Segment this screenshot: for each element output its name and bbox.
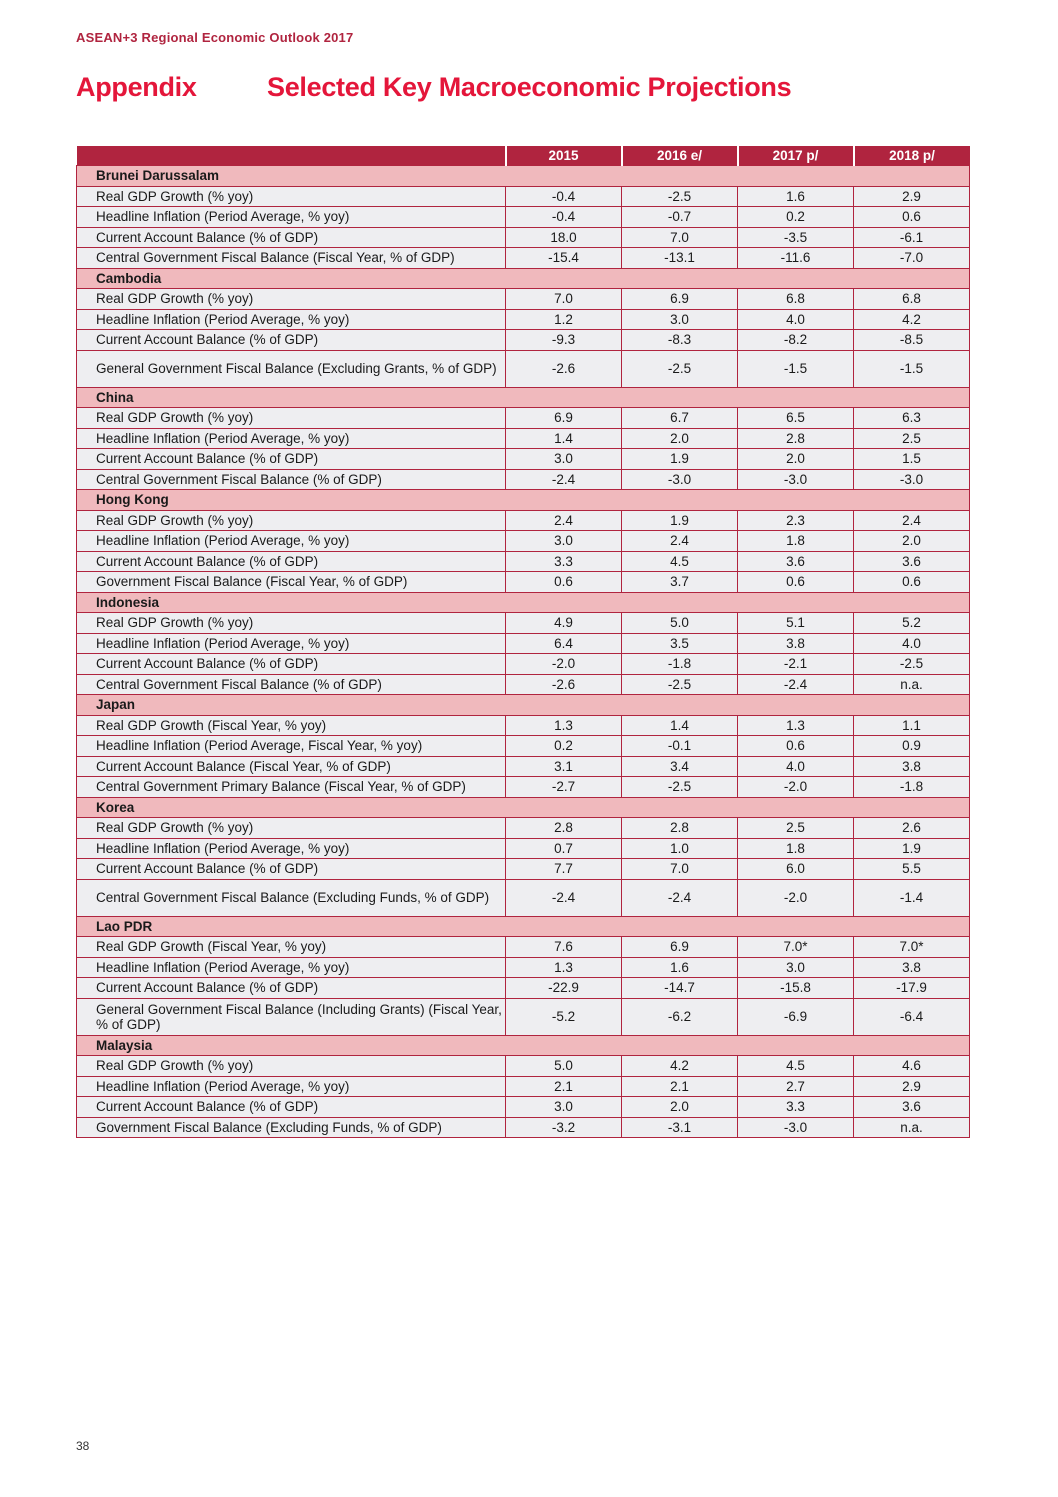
- country-row: [77, 1035, 970, 1056]
- table-body: [77, 166, 970, 1138]
- value-cell: 3.0: [506, 1097, 622, 1118]
- value-cell: -6.4: [854, 998, 970, 1035]
- indicator-label: Current Account Balance (% of GDP): [77, 1097, 506, 1118]
- value-cell: -8.2: [738, 330, 854, 351]
- value-cell: 1.9: [622, 510, 738, 531]
- value-cell: -2.4: [738, 674, 854, 695]
- value-cell: 1.2: [506, 309, 622, 330]
- value-cell: 3.5: [622, 633, 738, 654]
- table-row: [77, 1076, 970, 1097]
- country-row: [77, 387, 970, 408]
- value-cell: 3.3: [738, 1097, 854, 1118]
- value-cell: 4.5: [622, 551, 738, 572]
- table-row: [77, 207, 970, 228]
- value-cell: 3.8: [738, 633, 854, 654]
- column-header: [77, 146, 506, 166]
- value-cell: 3.0: [738, 957, 854, 978]
- country-row: [77, 695, 970, 716]
- country-name: China: [77, 387, 970, 408]
- value-cell: 2.8: [622, 818, 738, 839]
- value-cell: 4.9: [506, 613, 622, 634]
- value-cell: 0.6: [738, 572, 854, 593]
- indicator-label: Current Account Balance (% of GDP): [77, 227, 506, 248]
- value-cell: 4.0: [738, 756, 854, 777]
- value-cell: 6.8: [738, 289, 854, 310]
- table-row: [77, 859, 970, 880]
- table-row: [77, 572, 970, 593]
- indicator-label: Headline Inflation (Period Average, % yoy): [77, 838, 506, 859]
- value-cell: 1.9: [622, 449, 738, 470]
- value-cell: -15.8: [738, 978, 854, 999]
- country-row: [77, 592, 970, 613]
- table-row: [77, 408, 970, 429]
- indicator-label: Real GDP Growth (Fiscal Year, % yoy): [77, 715, 506, 736]
- value-cell: 7.0: [622, 227, 738, 248]
- value-cell: -2.5: [622, 674, 738, 695]
- value-cell: -1.4: [854, 879, 970, 916]
- value-cell: -2.6: [506, 350, 622, 387]
- value-cell: 7.0*: [738, 937, 854, 958]
- value-cell: 2.4: [506, 510, 622, 531]
- value-cell: 0.7: [506, 838, 622, 859]
- value-cell: 1.3: [506, 715, 622, 736]
- value-cell: -2.5: [854, 654, 970, 675]
- table-row: [77, 510, 970, 531]
- value-cell: 2.8: [738, 428, 854, 449]
- table-row: [77, 551, 970, 572]
- country-name: Malaysia: [77, 1035, 970, 1056]
- title-appendix: Appendix: [76, 72, 197, 102]
- value-cell: 2.1: [506, 1076, 622, 1097]
- value-cell: 3.6: [854, 551, 970, 572]
- value-cell: -2.0: [738, 777, 854, 798]
- indicator-label: Central Government Fiscal Balance (% of GDP): [77, 469, 506, 490]
- value-cell: 2.0: [622, 1097, 738, 1118]
- value-cell: -2.4: [622, 879, 738, 916]
- indicator-label: Headline Inflation (Period Average, % yoy): [77, 1076, 506, 1097]
- value-cell: -3.5: [738, 227, 854, 248]
- value-cell: -2.1: [738, 654, 854, 675]
- country-name: Japan: [77, 695, 970, 716]
- country-row: [77, 797, 970, 818]
- value-cell: 0.2: [738, 207, 854, 228]
- indicator-label: Current Account Balance (% of GDP): [77, 330, 506, 351]
- column-header: 2017 p/: [738, 146, 854, 166]
- value-cell: -1.5: [854, 350, 970, 387]
- table-row: [77, 715, 970, 736]
- indicator-label: Headline Inflation (Period Average, Fiscal Year, % yoy): [77, 736, 506, 757]
- value-cell: 2.5: [854, 428, 970, 449]
- value-cell: -3.0: [854, 469, 970, 490]
- table-row: [77, 736, 970, 757]
- running-head: ASEAN+3 Regional Economic Outlook 2017: [76, 30, 354, 45]
- country-row: [77, 166, 970, 187]
- value-cell: 1.9: [854, 838, 970, 859]
- value-cell: 7.0: [506, 289, 622, 310]
- value-cell: -2.7: [506, 777, 622, 798]
- value-cell: -22.9: [506, 978, 622, 999]
- table-row: [77, 978, 970, 999]
- value-cell: 3.0: [622, 309, 738, 330]
- value-cell: 4.0: [854, 633, 970, 654]
- page-number: 38: [76, 1439, 90, 1453]
- column-header: 2016 e/: [622, 146, 738, 166]
- indicator-label: Headline Inflation (Period Average, % yoy): [77, 428, 506, 449]
- value-cell: -2.4: [506, 879, 622, 916]
- value-cell: 2.9: [854, 186, 970, 207]
- value-cell: -6.9: [738, 998, 854, 1035]
- value-cell: 2.4: [622, 531, 738, 552]
- value-cell: 3.6: [738, 551, 854, 572]
- value-cell: 5.2: [854, 613, 970, 634]
- indicator-label: Headline Inflation (Period Average, % yoy): [77, 957, 506, 978]
- table-row: [77, 1097, 970, 1118]
- value-cell: 1.3: [738, 715, 854, 736]
- country-row: [77, 268, 970, 289]
- value-cell: 1.0: [622, 838, 738, 859]
- table-row: [77, 838, 970, 859]
- value-cell: 3.3: [506, 551, 622, 572]
- value-cell: 2.0: [622, 428, 738, 449]
- value-cell: 2.3: [738, 510, 854, 531]
- indicator-label: Central Government Fiscal Balance (% of GDP): [77, 674, 506, 695]
- value-cell: 3.8: [854, 957, 970, 978]
- value-cell: 0.6: [854, 572, 970, 593]
- value-cell: 6.9: [622, 937, 738, 958]
- indicator-label: Real GDP Growth (% yoy): [77, 613, 506, 634]
- value-cell: 4.2: [854, 309, 970, 330]
- value-cell: -2.5: [622, 350, 738, 387]
- value-cell: -2.4: [506, 469, 622, 490]
- value-cell: 2.9: [854, 1076, 970, 1097]
- value-cell: 2.5: [738, 818, 854, 839]
- country-name: Indonesia: [77, 592, 970, 613]
- table-row: [77, 879, 970, 916]
- value-cell: 2.6: [854, 818, 970, 839]
- indicator-label: Central Government Primary Balance (Fiscal Year, % of GDP): [77, 777, 506, 798]
- table-row: [77, 756, 970, 777]
- value-cell: -1.5: [738, 350, 854, 387]
- value-cell: -3.2: [506, 1117, 622, 1138]
- value-cell: 2.4: [854, 510, 970, 531]
- table-row: [77, 350, 970, 387]
- table-row: [77, 957, 970, 978]
- value-cell: 3.4: [622, 756, 738, 777]
- value-cell: -15.4: [506, 248, 622, 269]
- value-cell: 1.6: [622, 957, 738, 978]
- indicator-label: Real GDP Growth (% yoy): [77, 818, 506, 839]
- value-cell: -1.8: [854, 777, 970, 798]
- value-cell: 1.6: [738, 186, 854, 207]
- table-row: [77, 998, 970, 1035]
- value-cell: 6.9: [622, 289, 738, 310]
- indicator-label: Current Account Balance (% of GDP): [77, 859, 506, 880]
- table-row: [77, 633, 970, 654]
- value-cell: -2.6: [506, 674, 622, 695]
- value-cell: -7.0: [854, 248, 970, 269]
- table-row: [77, 818, 970, 839]
- indicator-label: Headline Inflation (Period Average, % yoy): [77, 633, 506, 654]
- value-cell: 5.1: [738, 613, 854, 634]
- value-cell: 5.0: [622, 613, 738, 634]
- table-row: [77, 1056, 970, 1077]
- indicator-label: Headline Inflation (Period Average, % yoy): [77, 531, 506, 552]
- country-name: Lao PDR: [77, 916, 970, 937]
- value-cell: 3.6: [854, 1097, 970, 1118]
- value-cell: -0.7: [622, 207, 738, 228]
- value-cell: 6.5: [738, 408, 854, 429]
- indicator-label: Government Fiscal Balance (Excluding Funds, % of GDP): [77, 1117, 506, 1138]
- column-header: 2018 p/: [854, 146, 970, 166]
- value-cell: 1.4: [506, 428, 622, 449]
- indicator-label: Government Fiscal Balance (Fiscal Year, % of GDP): [77, 572, 506, 593]
- indicator-label: General Government Fiscal Balance (Including Grants) (Fiscal Year, % of GDP): [77, 998, 506, 1035]
- value-cell: 6.9: [506, 408, 622, 429]
- value-cell: 2.8: [506, 818, 622, 839]
- value-cell: n.a.: [854, 1117, 970, 1138]
- value-cell: 6.0: [738, 859, 854, 880]
- table-row: [77, 1117, 970, 1138]
- indicator-label: Current Account Balance (% of GDP): [77, 551, 506, 572]
- table-row: [77, 330, 970, 351]
- value-cell: 3.0: [506, 449, 622, 470]
- value-cell: 4.2: [622, 1056, 738, 1077]
- indicator-label: Headline Inflation (Period Average, % yoy): [77, 207, 506, 228]
- value-cell: 3.1: [506, 756, 622, 777]
- value-cell: 6.7: [622, 408, 738, 429]
- country-row: [77, 916, 970, 937]
- value-cell: n.a.: [854, 674, 970, 695]
- value-cell: -8.5: [854, 330, 970, 351]
- table-row: [77, 613, 970, 634]
- value-cell: 2.0: [854, 531, 970, 552]
- country-name: Brunei Darussalam: [77, 166, 970, 187]
- indicator-label: Current Account Balance (Fiscal Year, % of GDP): [77, 756, 506, 777]
- value-cell: 3.0: [506, 531, 622, 552]
- value-cell: -2.0: [506, 654, 622, 675]
- value-cell: -14.7: [622, 978, 738, 999]
- value-cell: 0.6: [738, 736, 854, 757]
- indicator-label: Real GDP Growth (% yoy): [77, 510, 506, 531]
- value-cell: -6.1: [854, 227, 970, 248]
- value-cell: 6.8: [854, 289, 970, 310]
- table-row: [77, 937, 970, 958]
- value-cell: -9.3: [506, 330, 622, 351]
- table-row: [77, 309, 970, 330]
- table-row: [77, 674, 970, 695]
- table-row: [77, 248, 970, 269]
- value-cell: -2.0: [738, 879, 854, 916]
- value-cell: 1.8: [738, 531, 854, 552]
- value-cell: -3.0: [738, 469, 854, 490]
- value-cell: 4.0: [738, 309, 854, 330]
- value-cell: -17.9: [854, 978, 970, 999]
- value-cell: 6.4: [506, 633, 622, 654]
- value-cell: 3.7: [622, 572, 738, 593]
- value-cell: 4.6: [854, 1056, 970, 1077]
- value-cell: 0.6: [506, 572, 622, 593]
- indicator-label: Current Account Balance (% of GDP): [77, 654, 506, 675]
- indicator-label: Central Government Fiscal Balance (Fiscal Year, % of GDP): [77, 248, 506, 269]
- value-cell: 0.2: [506, 736, 622, 757]
- table-row: [77, 654, 970, 675]
- indicator-label: Headline Inflation (Period Average, % yoy): [77, 309, 506, 330]
- indicator-label: Real GDP Growth (% yoy): [77, 186, 506, 207]
- value-cell: -2.5: [622, 777, 738, 798]
- table-header-row: [77, 146, 970, 166]
- projections-table: [76, 146, 970, 1138]
- value-cell: 1.3: [506, 957, 622, 978]
- value-cell: -2.5: [622, 186, 738, 207]
- value-cell: 6.3: [854, 408, 970, 429]
- value-cell: -1.8: [622, 654, 738, 675]
- country-name: Cambodia: [77, 268, 970, 289]
- value-cell: 0.9: [854, 736, 970, 757]
- table-row: [77, 449, 970, 470]
- indicator-label: General Government Fiscal Balance (Excluding Grants, % of GDP): [77, 350, 506, 387]
- value-cell: 1.8: [738, 838, 854, 859]
- value-cell: 2.1: [622, 1076, 738, 1097]
- value-cell: 1.5: [854, 449, 970, 470]
- value-cell: 5.0: [506, 1056, 622, 1077]
- table-row: [77, 186, 970, 207]
- title-main: Selected Key Macroeconomic Projections: [267, 72, 792, 102]
- country-name: Hong Kong: [77, 490, 970, 511]
- indicator-label: Real GDP Growth (Fiscal Year, % yoy): [77, 937, 506, 958]
- value-cell: -11.6: [738, 248, 854, 269]
- value-cell: -6.2: [622, 998, 738, 1035]
- country-row: [77, 490, 970, 511]
- column-header: 2015: [506, 146, 622, 166]
- value-cell: -0.1: [622, 736, 738, 757]
- table-row: [77, 227, 970, 248]
- value-cell: 1.1: [854, 715, 970, 736]
- value-cell: 2.7: [738, 1076, 854, 1097]
- indicator-label: Real GDP Growth (% yoy): [77, 408, 506, 429]
- value-cell: 7.0: [622, 859, 738, 880]
- indicator-label: Real GDP Growth (% yoy): [77, 1056, 506, 1077]
- value-cell: 1.4: [622, 715, 738, 736]
- value-cell: -0.4: [506, 207, 622, 228]
- value-cell: -3.0: [622, 469, 738, 490]
- value-cell: 3.8: [854, 756, 970, 777]
- value-cell: 2.0: [738, 449, 854, 470]
- value-cell: 7.0*: [854, 937, 970, 958]
- value-cell: -3.0: [738, 1117, 854, 1138]
- table-row: [77, 469, 970, 490]
- value-cell: -8.3: [622, 330, 738, 351]
- value-cell: 7.6: [506, 937, 622, 958]
- value-cell: 5.5: [854, 859, 970, 880]
- table-row: [77, 428, 970, 449]
- value-cell: -3.1: [622, 1117, 738, 1138]
- value-cell: 18.0: [506, 227, 622, 248]
- value-cell: -5.2: [506, 998, 622, 1035]
- indicator-label: Current Account Balance (% of GDP): [77, 978, 506, 999]
- value-cell: 0.6: [854, 207, 970, 228]
- value-cell: 4.5: [738, 1056, 854, 1077]
- indicator-label: Current Account Balance (% of GDP): [77, 449, 506, 470]
- indicator-label: Real GDP Growth (% yoy): [77, 289, 506, 310]
- country-name: Korea: [77, 797, 970, 818]
- indicator-label: Central Government Fiscal Balance (Excluding Funds, % of GDP): [77, 879, 506, 916]
- value-cell: -0.4: [506, 186, 622, 207]
- table-row: [77, 531, 970, 552]
- value-cell: 7.7: [506, 859, 622, 880]
- table-row: [77, 289, 970, 310]
- value-cell: -13.1: [622, 248, 738, 269]
- table-row: [77, 777, 970, 798]
